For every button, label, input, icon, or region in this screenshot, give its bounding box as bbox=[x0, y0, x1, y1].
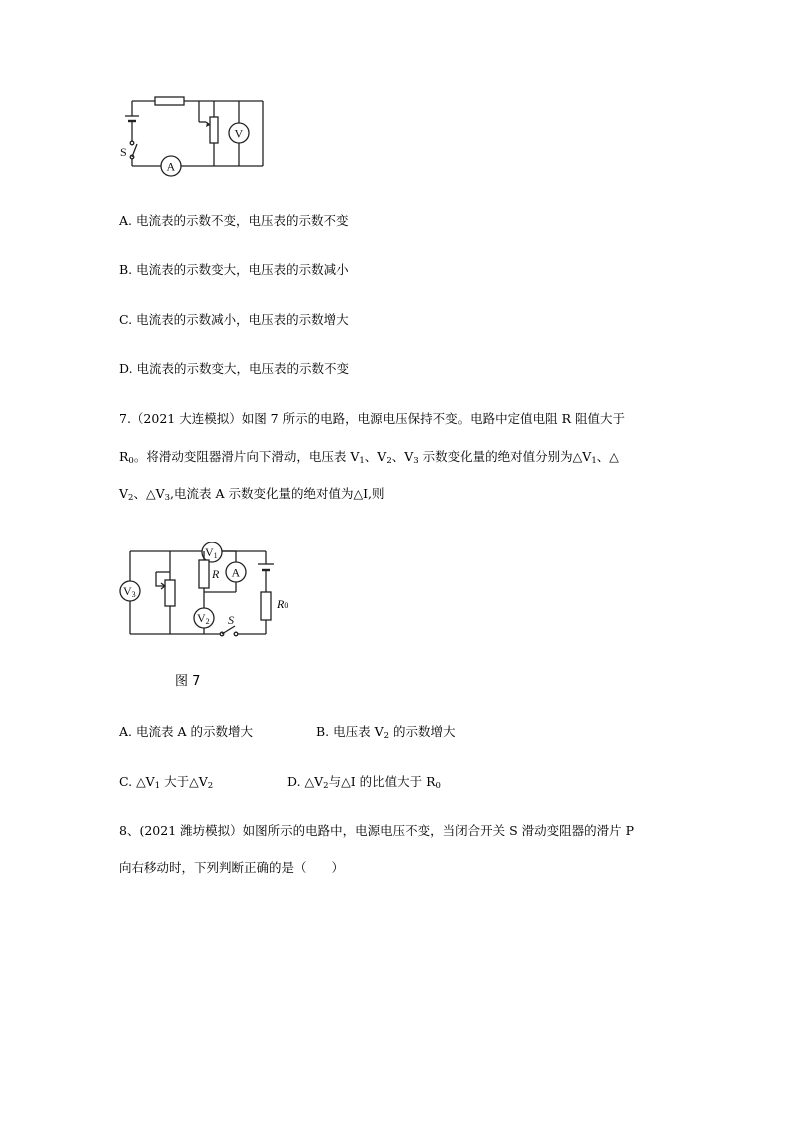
q6-option-a: A. 电流表的示数不变，电压表的示数不变 bbox=[119, 213, 349, 228]
circuit-diagram-1 bbox=[115, 92, 275, 184]
switch-label: S bbox=[120, 145, 127, 159]
q8-stem-line-1: 8、(2021 潍坊模拟）如图所示的电路中，电源电压不变，当闭合开关 S 滑动变阻器的滑片 P bbox=[119, 823, 635, 838]
voltmeter-v2-label: V2 bbox=[197, 611, 210, 626]
q6-option-c: C. 电流表的示数减小，电压表的示数增大 bbox=[119, 312, 349, 327]
rheostat-symbol bbox=[156, 572, 175, 606]
q6-option-b: B. 电流表的示数变大，电压表的示数减小 bbox=[119, 262, 349, 277]
voltmeter-v1-label: V1 bbox=[205, 545, 218, 560]
q7-option-c: C. $\triangle V_1$ 大于$\triangle V_2$ bbox=[119, 774, 214, 791]
battery-symbol bbox=[125, 116, 139, 130]
switch-symbol bbox=[220, 626, 238, 636]
q7-stem-line-1: 7.（2021 大连模拟）如图 7 所示的电路，电源电压保持不变。电路中定值电阻 R 阻值大于 bbox=[119, 411, 625, 426]
q7-stem-line-2: $R_0$。将滑动变阻器滑片向下滑动，电压表 $V_1$、$V_2$、$V_3$ 示数变化量的绝对值分别为$\triangle V_1$、△ bbox=[119, 449, 619, 466]
resistor-r-label: R bbox=[212, 567, 220, 581]
battery-symbol bbox=[258, 564, 274, 575]
fixed-resistor bbox=[155, 97, 184, 105]
q8-stem-line-2: 向右移动时，下列判断正确的是（ ） bbox=[119, 860, 345, 875]
ammeter-label: A bbox=[231, 565, 241, 580]
switch-label: S bbox=[228, 613, 234, 627]
resistor-r0-label: R0 bbox=[277, 597, 289, 611]
switch-symbol bbox=[130, 141, 137, 159]
resistor-r0 bbox=[261, 592, 271, 620]
circuit-diagram-fig7 bbox=[118, 542, 278, 640]
q6-option-d: D. 电流表的示数变大，电压表的示数不变 bbox=[119, 361, 350, 376]
q7-stem-line-3: $V_2$、$\triangle V_3$,电流表 A 示数变化量的绝对值为△I,则 bbox=[119, 486, 385, 503]
figure-caption: 图 7 bbox=[175, 674, 201, 689]
resistor-r bbox=[199, 560, 209, 588]
rheostat-symbol bbox=[206, 117, 218, 143]
voltmeter-label: V bbox=[234, 126, 244, 141]
q7-option-b: B. 电压表 $V_2$ 的示数增大 bbox=[316, 724, 456, 741]
q7-option-a: A. 电流表 A 的示数增大 bbox=[119, 724, 253, 739]
q7-option-d: D. $\triangle V_2$与△I 的比值大于 $R_0$ bbox=[287, 774, 441, 791]
voltmeter-v3-label: V3 bbox=[123, 584, 136, 599]
ammeter-label: A bbox=[166, 159, 176, 174]
